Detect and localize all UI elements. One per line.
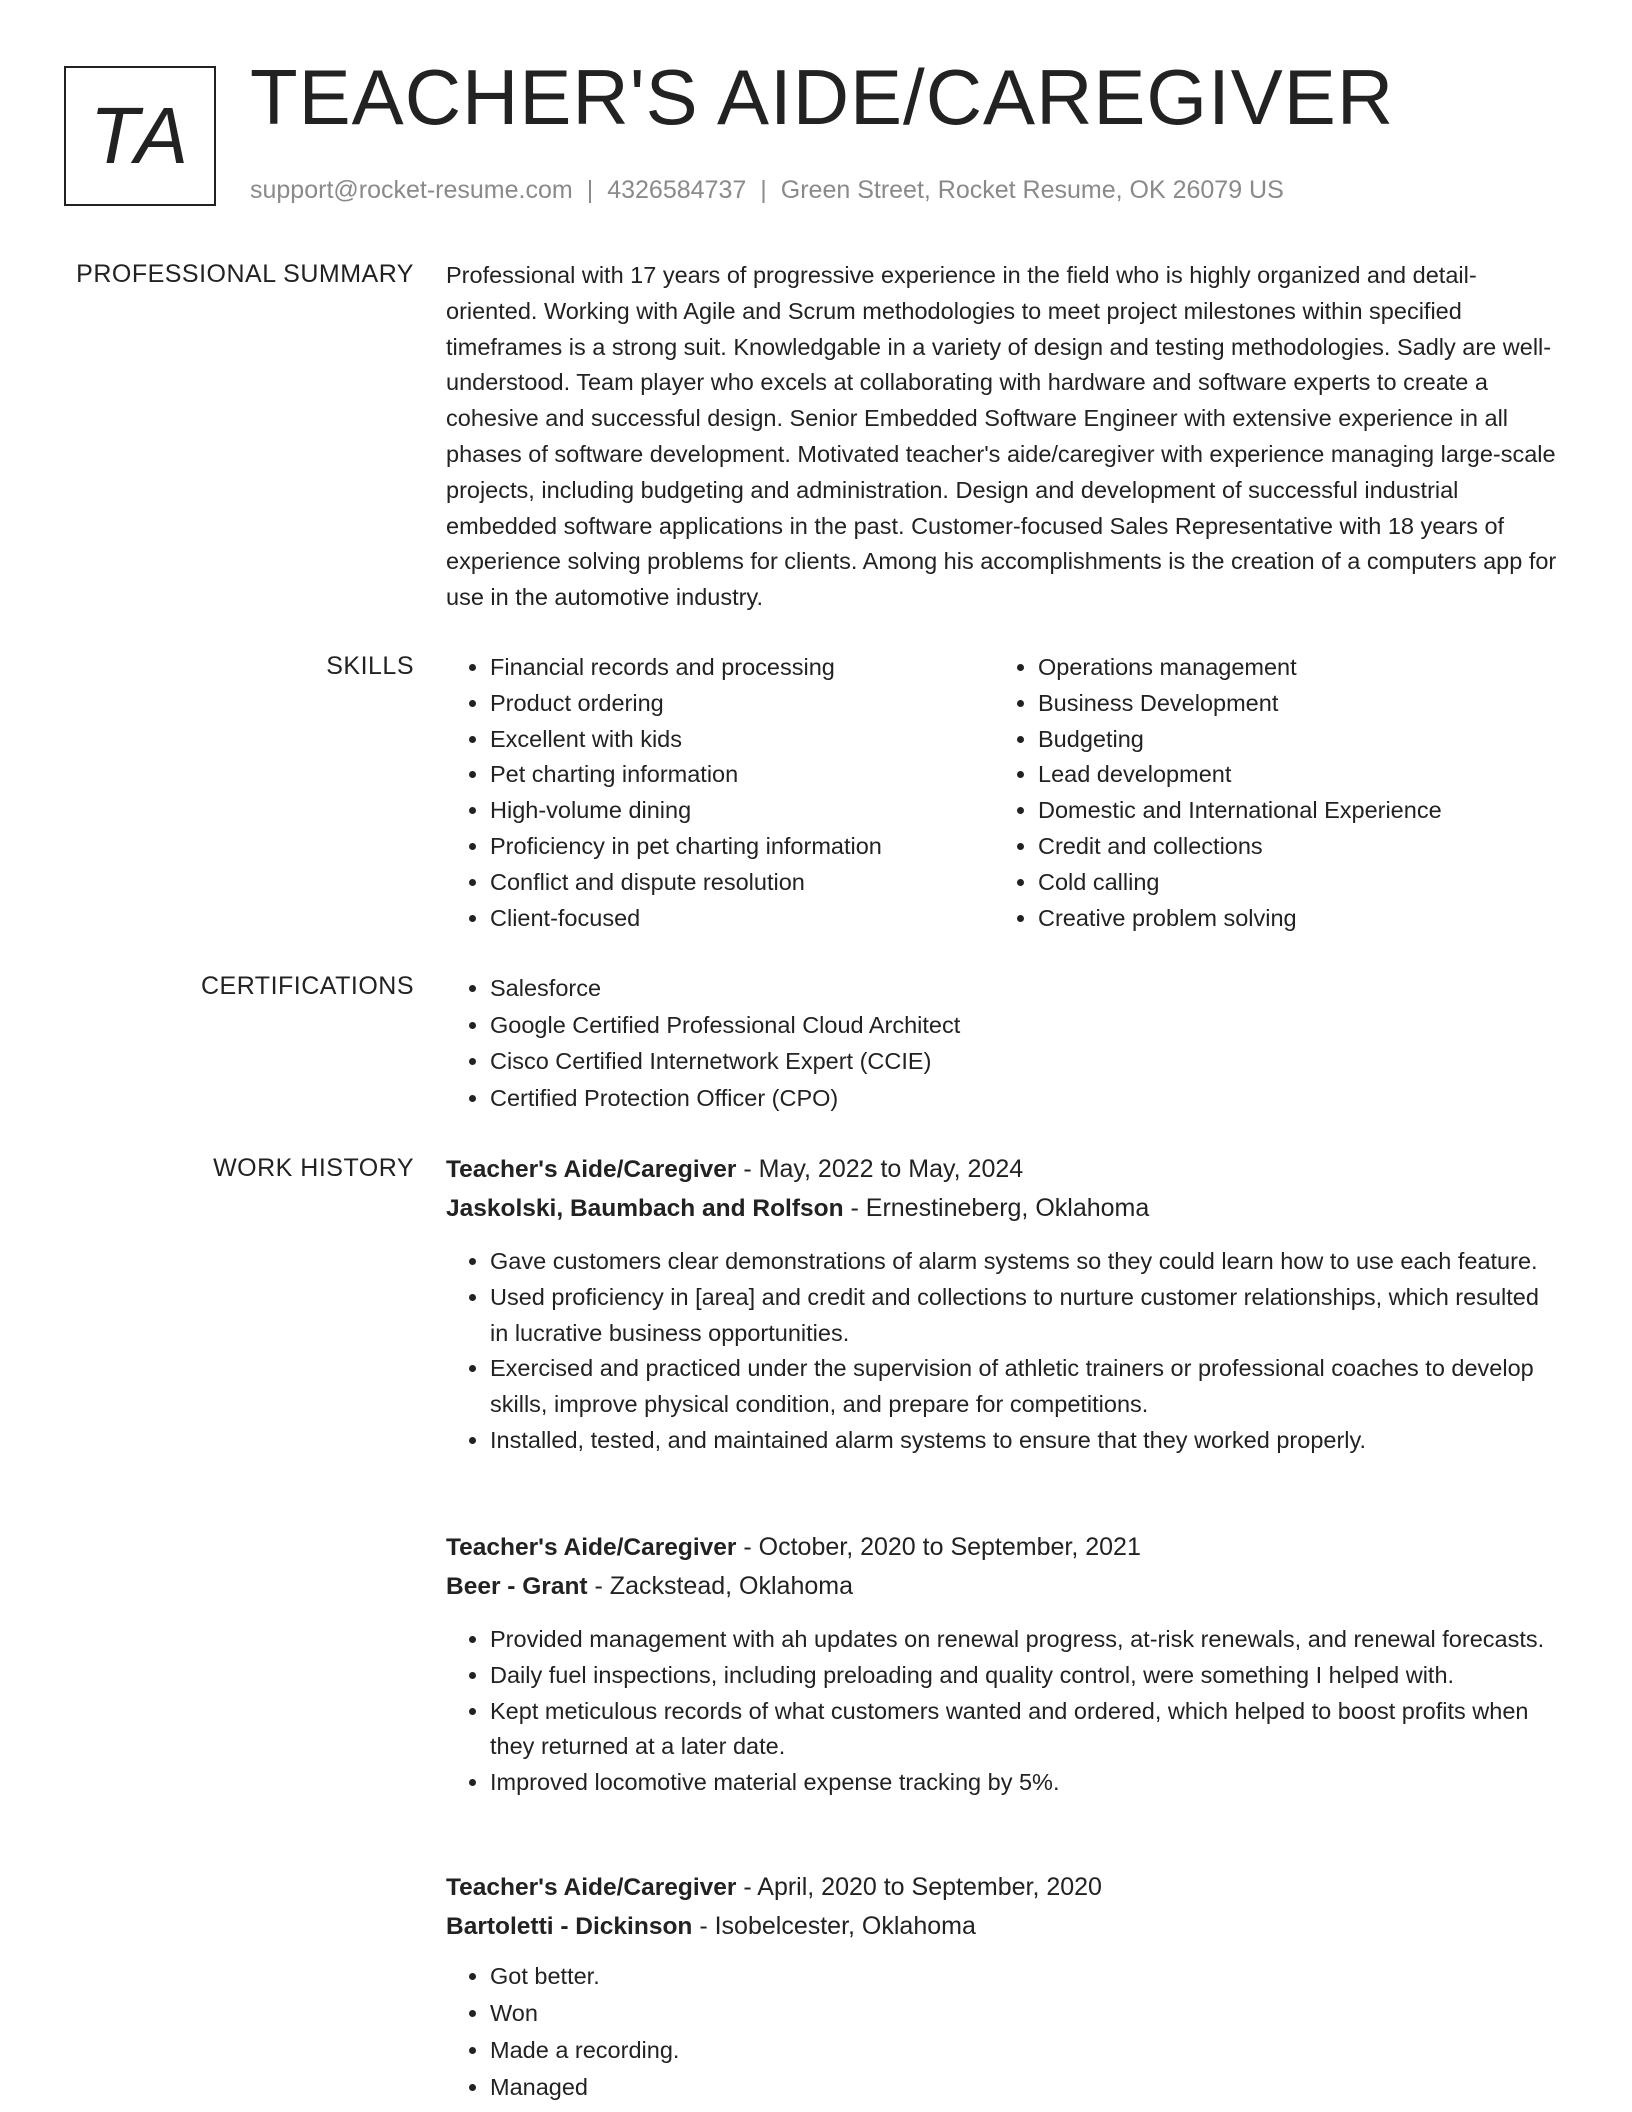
skill-item: • Excellent with kids [490,722,994,758]
job-bullet: • Used proficiency in [area] and credit and collections to nurture customer relationships, which resulted in lucrative business opportunities. [490,1280,1561,1352]
job-company: Jaskolski, Baumbach and Rolfson [446,1195,844,1222]
skill-item: • Pet charting information [490,757,994,793]
skill-item: • Financial records and processing [490,650,994,686]
job-company-line [446,1907,1561,1946]
skill-item: • Cold calling [1038,865,1542,901]
skill-item: • Proficiency in pet charting information [490,829,994,865]
skills-columns [446,650,1561,936]
job-bullet: • Installed, tested, and maintained alarm systems to ensure that they worked properly. [490,1423,1561,1459]
job-bullet: • Provided management with ah updates on renewal progress, at-risk renewals, and renewal forecasts. [490,1622,1561,1658]
skill-item: • High-volume dining [490,793,994,829]
job-bullets [446,1958,1561,2106]
job-bullet: • Exercised and practiced under the supervision of athletic trainers or professional coaches to develop skills, improve physical condition, and prepare for competitions. [490,1351,1561,1423]
job-dates: - April, 2020 to September, 2020 [736,1873,1102,1901]
skill-item: • Operations management [1038,650,1542,686]
skill-item: • Budgeting [1038,722,1542,758]
contact-separator: | [586,176,594,204]
job-title-line [446,1868,1561,1907]
certifications-heading: CERTIFICATIONS [200,972,414,1000]
initials-text: TA [89,91,191,180]
job-location: - Isobelcester, Oklahoma [692,1912,976,1940]
contact-separator: | [760,176,767,204]
candidate-name: TEACHER'S AIDE/CAREGIVER [250,53,1395,141]
certifications-list [446,970,1561,1116]
job-role: Teacher's Aide/Caregiver [446,1534,737,1561]
job-bullet: • Gave customers clear demonstrations of alarm systems so they could learn how to use each feature. [490,1244,1561,1280]
job-dates: - October, 2020 to September, 2021 [736,1533,1141,1561]
job-company: Bartoletti - Dickinson [446,1913,693,1940]
job-bullets [446,1622,1561,1801]
skill-item: • Creative problem solving [1038,901,1542,937]
certification-item: • Cisco Certified Internetwork Expert (CCIE) [490,1043,1561,1080]
initials-monogram [64,66,216,206]
job-dates: - May, 2022 to May, 2024 [736,1155,1024,1183]
job-company: Beer - Grant [446,1573,588,1600]
job-bullet: • Managed [490,2069,1561,2106]
summary-body [446,258,1561,616]
skill-item: • Domestic and International Experience [1038,793,1542,829]
summary-text: Professional with 17 years of progressive experience in the field who is highly organized and detail-oriented. Working with Agile and Scrum methodologies to meet project milestones within specified timeframes is a strong suit. Knowledgable in a variety of design and testing methodologies. Sadly are well-understood. Team player who excels at collaborating with hardware and software experts to create a cohesive and successful design. Senior Embedded Software Engineer with extensive experience in all phases of software development. Motivated teacher's aide/caregiver with experience managing large-scale projects, including budgeting and administration. Design and development of successful industrial embedded software applications in the past. Customer-focused Sales Representative with 18 years of experience solving problems for clients. Among his accomplishments is the creation of a computers app for use in the automotive industry. [446,262,1557,611]
certification-item: • Certified Protection Officer (CPO) [490,1080,1561,1117]
certifications-body [446,970,1561,1116]
job-entry [446,1150,1561,1459]
address-text: Green Street, Rocket Resume, OK 26079 US [780,176,1284,204]
certification-item: • Salesforce [490,970,1561,1007]
job-bullet: • Improved locomotive material expense tracking by 5%. [490,1765,1561,1801]
job-bullet: • Daily fuel inspections, including preloading and quality control, were something I helped with. [490,1658,1561,1694]
job-location: - Zackstead, Oklahoma [587,1572,853,1600]
skill-item: • Client-focused [490,901,994,937]
phone-text: 4326584737 [607,176,747,204]
skills-list-right [994,650,1542,936]
certification-item: • Google Certified Professional Cloud Architect [490,1007,1561,1044]
skills-list-left [446,650,994,936]
contact-info [250,176,1284,205]
skill-item: • Conflict and dispute resolution [490,865,994,901]
skill-item: • Credit and collections [1038,829,1542,865]
skill-item: • Lead development [1038,757,1542,793]
job-company-line [446,1189,1561,1228]
job-bullet: • Won [490,1995,1561,2032]
skills-heading: SKILLS [326,652,414,680]
job-role: Teacher's Aide/Caregiver [446,1874,737,1901]
job-title-line [446,1150,1561,1189]
work-history-heading: WORK HISTORY [213,1154,414,1182]
email-text: support@rocket-resume.com [250,176,573,204]
job-title-line [446,1528,1561,1567]
skill-item: • Business Development [1038,686,1542,722]
skill-item: • Product ordering [490,686,994,722]
job-location: - Ernestineberg, Oklahoma [843,1194,1150,1222]
job-entry [446,1868,1561,2106]
job-role: Teacher's Aide/Caregiver [446,1156,737,1183]
job-bullet: • Kept meticulous records of what customers wanted and ordered, which helped to boost profits when they returned at a later date. [490,1694,1561,1766]
job-bullets [446,1244,1561,1459]
summary-heading: PROFESSIONAL SUMMARY [76,260,414,288]
job-bullet: • Made a recording. [490,2032,1561,2069]
job-company-line [446,1567,1561,1606]
job-bullet: • Got better. [490,1958,1561,1995]
job-entry [446,1528,1561,1801]
